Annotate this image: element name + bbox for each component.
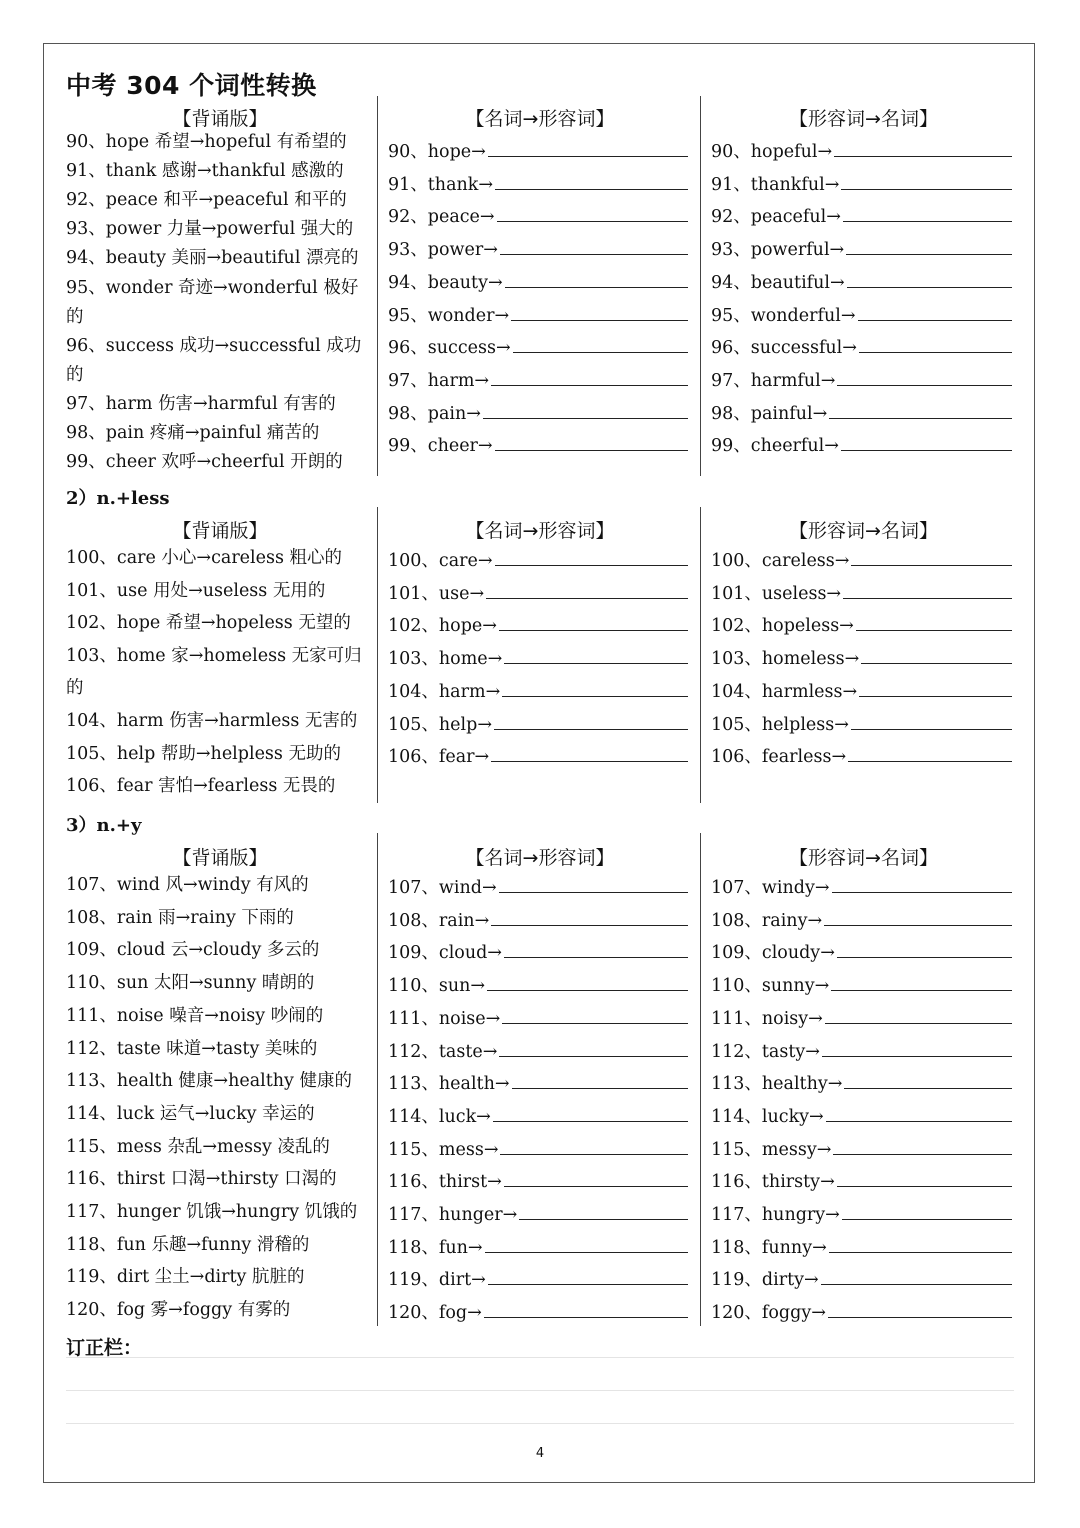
exercise-row	[388, 910, 688, 931]
exercise-prompt: 110、sun→	[388, 976, 486, 997]
exercise-prompt: 115、mess→	[388, 1139, 499, 1160]
exercise-prompt: 107、wind→	[388, 878, 497, 898]
answer-blank[interactable]	[837, 942, 1012, 958]
answer-blank[interactable]	[488, 1269, 688, 1285]
answer-blank[interactable]	[841, 435, 1012, 451]
column-divider	[377, 96, 378, 476]
answer-blank[interactable]	[847, 272, 1012, 288]
correction-label: 订正栏：	[66, 1337, 143, 1359]
exercise-row	[711, 206, 1012, 227]
exercise-row	[388, 1041, 688, 1062]
exercise-prompt: 102、hope→	[388, 616, 497, 637]
memorize-line: 117、hunger 饥饿→hungry 饥饿的	[66, 1202, 358, 1222]
exercise-row	[388, 1106, 688, 1127]
exercise-prompt: 116、thirsty→	[711, 1172, 835, 1193]
memorize-line: 的	[66, 678, 84, 699]
answer-blank[interactable]	[831, 975, 1012, 991]
page-number: 4	[535, 1446, 545, 1461]
memorize-line: 120、fog 雾→foggy 有雾的	[66, 1300, 291, 1321]
answer-blank[interactable]	[841, 174, 1012, 190]
exercise-row	[711, 1171, 1012, 1192]
memorize-line: 116、thirst 口渴→thirsty 口渴的	[66, 1169, 337, 1190]
answer-blank[interactable]	[499, 1041, 688, 1057]
exercise-prompt: 101、use→	[388, 583, 485, 604]
exercise-row	[388, 1171, 688, 1192]
answer-blank[interactable]	[491, 910, 688, 926]
exercise-row	[388, 877, 688, 898]
exercise-prompt: 111、noise→	[388, 1008, 501, 1029]
exercise-prompt: 94、beauty→	[388, 272, 503, 293]
answer-blank[interactable]	[828, 1302, 1012, 1318]
correction-line	[66, 1357, 1014, 1358]
exercise-row	[388, 681, 688, 702]
memorize-line: 113、health 健康→healthy 健康的	[66, 1071, 352, 1092]
answer-blank[interactable]	[837, 370, 1012, 386]
answer-blank[interactable]	[822, 1041, 1012, 1057]
exercise-prompt: 94、beautiful→	[711, 272, 845, 293]
exercise-row	[711, 272, 1012, 293]
memorize-line: 108、rain 雨→rainy 下雨的	[66, 907, 294, 928]
exercise-prompt: 106、fear→	[388, 747, 490, 768]
exercise-row	[711, 239, 1012, 260]
exercise-row	[711, 174, 1012, 195]
answer-blank[interactable]	[486, 583, 688, 599]
exercise-row	[711, 648, 1012, 669]
memorize-line: 96、success 成功→successful 成功	[66, 335, 362, 356]
memorize-line: 92、peace 和平→peaceful 和平的	[66, 190, 347, 211]
answer-blank[interactable]	[859, 681, 1012, 697]
adj-to-noun-header: 【形容词→名词】	[789, 108, 938, 130]
exercise-prompt: 108、rain→	[388, 910, 490, 931]
exercise-row	[711, 403, 1012, 424]
memorize-line: 95、wonder 奇迹→wonderful 极好	[66, 277, 359, 298]
memorize-line: 107、wind 风→windy 有风的	[66, 875, 309, 895]
exercise-prompt: 115、messy→	[711, 1139, 832, 1160]
memorize-line: 98、pain 疼痛→painful 痛苦的	[66, 423, 320, 443]
exercise-row	[711, 681, 1012, 702]
exercise-row	[711, 435, 1012, 456]
exercise-row	[388, 272, 688, 293]
answer-blank[interactable]	[488, 141, 688, 157]
exercise-prompt: 97、harmful→	[711, 370, 836, 391]
memorize-line: 94、beauty 美丽→beautiful 漂亮的	[66, 248, 359, 269]
exercise-prompt: 116、thirst→	[388, 1172, 502, 1193]
answer-blank[interactable]	[491, 746, 688, 762]
exercise-row	[711, 714, 1012, 735]
exercise-prompt: 119、dirt→	[388, 1270, 486, 1291]
exercise-row	[711, 975, 1012, 996]
exercise-row	[388, 1073, 688, 1094]
answer-blank[interactable]	[842, 1204, 1012, 1220]
answer-blank[interactable]	[513, 337, 688, 353]
memorize-line: 105、help 帮助→helpless 无助的	[66, 743, 341, 764]
memorize-line: 的	[66, 364, 84, 385]
answer-blank[interactable]	[834, 141, 1012, 157]
exercise-prompt: 112、tasty→	[711, 1041, 820, 1062]
exercise-row	[388, 337, 688, 358]
exercise-row	[388, 648, 688, 669]
exercise-row	[711, 615, 1012, 636]
noun-to-adj-header: 【名词→形容词】	[465, 520, 615, 542]
answer-blank[interactable]	[499, 877, 688, 893]
exercise-row	[388, 141, 688, 162]
answer-blank[interactable]	[843, 206, 1012, 222]
memorize-line: 115、mess 杂乱→messy 凌乱的	[66, 1136, 330, 1157]
memorize-line: 93、power 力量→powerful 强大的	[66, 219, 354, 240]
exercise-prompt: 95、wonder→	[388, 305, 510, 326]
memorize-line: 106、fear 害怕→fearless 无畏的	[66, 776, 336, 797]
memorize-line: 的	[66, 306, 84, 327]
exercise-prompt: 114、luck→	[388, 1106, 491, 1127]
answer-blank[interactable]	[487, 975, 688, 991]
exercise-prompt: 90、hopeful→	[711, 142, 833, 162]
answer-blank[interactable]	[502, 1008, 688, 1024]
exercise-prompt: 113、health→	[388, 1074, 510, 1095]
memorize-line: 104、harm 伤害→harmless 无害的	[66, 711, 358, 731]
answer-blank[interactable]	[829, 1237, 1012, 1253]
memorize-line: 102、hope 希望→hopeless 无望的	[66, 613, 351, 634]
exercise-row	[711, 305, 1012, 326]
memorize-header: 【背诵版】	[172, 520, 268, 542]
memorize-line: 90、hope 希望→hopeful 有希望的	[66, 132, 347, 152]
exercise-prompt: 99、cheer→	[388, 436, 493, 457]
memorize-line: 118、fun 乐趣→funny 滑稽的	[66, 1234, 310, 1255]
answer-blank[interactable]	[824, 910, 1012, 926]
answer-blank[interactable]	[519, 1204, 688, 1220]
noun-to-adj-header: 【名词→形容词】	[465, 847, 615, 869]
exercise-row	[388, 1302, 688, 1323]
exercise-prompt: 90、hope→	[388, 142, 486, 162]
memorize-line: 112、taste 味道→tasty 美味的	[66, 1038, 318, 1059]
memorize-line: 111、noise 噪音→noisy 吵闹的	[66, 1005, 324, 1026]
exercise-prompt: 118、funny→	[711, 1237, 827, 1258]
exercise-row	[711, 942, 1012, 963]
answer-blank[interactable]	[493, 1106, 688, 1122]
answer-blank[interactable]	[494, 714, 688, 730]
adj-to-noun-header: 【形容词→名词】	[789, 847, 938, 869]
exercise-row	[388, 1139, 688, 1160]
answer-blank[interactable]	[495, 435, 688, 451]
exercise-row	[388, 1008, 688, 1029]
exercise-prompt: 96、successful→	[711, 338, 857, 359]
exercise-row	[388, 370, 688, 391]
exercise-row	[711, 746, 1012, 767]
answer-blank[interactable]	[837, 1171, 1012, 1187]
memorize-line: 97、harm 伤害→harmful 有害的	[66, 393, 336, 414]
exercise-prompt: 113、healthy→	[711, 1074, 843, 1095]
column-divider	[377, 507, 378, 803]
exercise-prompt: 95、wonderful→	[711, 305, 856, 326]
exercise-prompt: 109、cloud→	[388, 943, 502, 964]
answer-blank[interactable]	[844, 1073, 1012, 1089]
answer-blank[interactable]	[843, 583, 1012, 599]
exercise-prompt: 114、lucky→	[711, 1106, 824, 1127]
answer-blank[interactable]	[495, 174, 688, 190]
exercise-row	[388, 174, 688, 195]
column-divider	[700, 507, 701, 803]
exercise-prompt: 104、harm→	[388, 681, 501, 702]
memorize-line: 114、luck 运气→lucky 幸运的	[66, 1103, 315, 1124]
exercise-row	[388, 239, 688, 260]
exercise-row	[388, 435, 688, 456]
answer-blank[interactable]	[848, 746, 1012, 762]
exercise-row	[711, 1041, 1012, 1062]
exercise-prompt: 103、home→	[388, 649, 503, 670]
answer-blank[interactable]	[851, 550, 1012, 566]
memorize-line: 110、sun 太阳→sunny 晴朗的	[66, 973, 315, 994]
exercise-prompt: 100、careless→	[711, 551, 850, 571]
exercise-prompt: 117、hungry→	[711, 1205, 840, 1225]
answer-blank[interactable]	[851, 714, 1012, 730]
exercise-row	[388, 206, 688, 227]
exercise-prompt: 97、harm→	[388, 370, 490, 391]
section-subhead: 3）n.+y	[66, 815, 142, 836]
exercise-prompt: 93、power→	[388, 240, 498, 261]
answer-blank[interactable]	[859, 337, 1012, 353]
answer-blank[interactable]	[826, 1106, 1012, 1122]
answer-blank[interactable]	[833, 1139, 1012, 1155]
exercise-prompt: 92、peace→	[388, 207, 495, 228]
answer-blank[interactable]	[512, 1073, 688, 1089]
exercise-prompt: 106、fearless→	[711, 747, 847, 768]
exercise-prompt: 107、windy→	[711, 878, 830, 898]
exercise-prompt: 119、dirty→	[711, 1270, 819, 1291]
exercise-row	[388, 975, 688, 996]
exercise-prompt: 92、peaceful→	[711, 207, 841, 228]
answer-blank[interactable]	[505, 272, 688, 288]
answer-blank[interactable]	[502, 681, 688, 697]
exercise-prompt: 91、thankful→	[711, 174, 840, 195]
answer-blank[interactable]	[821, 1269, 1012, 1285]
answer-blank[interactable]	[497, 206, 688, 222]
exercise-prompt: 117、hunger→	[388, 1205, 518, 1225]
column-divider	[377, 833, 378, 1326]
exercise-row	[711, 1106, 1012, 1127]
exercise-prompt: 112、taste→	[388, 1041, 498, 1062]
exercise-row	[711, 1008, 1012, 1029]
exercise-prompt: 99、cheerful→	[711, 436, 839, 457]
exercise-prompt: 120、fog→	[388, 1303, 482, 1324]
exercise-prompt: 104、harmless→	[711, 681, 858, 702]
exercise-prompt: 108、rainy→	[711, 910, 823, 931]
answer-blank[interactable]	[504, 648, 688, 664]
exercise-row	[388, 550, 688, 571]
answer-blank[interactable]	[504, 942, 688, 958]
exercise-row	[388, 615, 688, 636]
exercise-row	[711, 370, 1012, 391]
exercise-row	[711, 1204, 1012, 1225]
exercise-row	[388, 403, 688, 424]
exercise-row	[388, 1204, 688, 1225]
section-subhead: 2）n.+less	[66, 488, 170, 509]
column-divider	[700, 833, 701, 1326]
answer-blank[interactable]	[832, 877, 1012, 893]
answer-blank[interactable]	[504, 1171, 688, 1187]
exercise-row	[711, 1269, 1012, 1290]
memorize-line: 109、cloud 云→cloudy 多云的	[66, 940, 320, 961]
answer-blank[interactable]	[856, 615, 1012, 631]
exercise-row	[711, 910, 1012, 931]
correction-line	[66, 1423, 1014, 1424]
exercise-prompt: 96、success→	[388, 338, 511, 359]
correction-line	[66, 1390, 1014, 1391]
exercise-row	[388, 714, 688, 735]
answer-blank[interactable]	[483, 403, 688, 419]
exercise-prompt: 98、painful→	[711, 403, 828, 424]
memorize-line: 119、dirt 尘土→dirty 肮脏的	[66, 1267, 305, 1288]
answer-blank[interactable]	[500, 1139, 688, 1155]
answer-blank[interactable]	[511, 305, 688, 321]
exercise-row	[711, 877, 1012, 898]
exercise-row	[388, 583, 688, 604]
exercise-prompt: 110、sunny→	[711, 976, 830, 997]
memorize-line: 103、home 家→homeless 无家可归	[66, 645, 362, 666]
exercise-row	[711, 141, 1012, 162]
memorize-header: 【背诵版】	[172, 108, 268, 130]
answer-blank[interactable]	[485, 1237, 688, 1253]
answer-blank[interactable]	[829, 403, 1012, 419]
page-title: 中考 304 个词性转换	[66, 71, 317, 100]
exercise-prompt: 109、cloudy→	[711, 943, 835, 964]
exercise-row	[711, 583, 1012, 604]
exercise-prompt: 100、care→	[388, 551, 493, 571]
answer-blank[interactable]	[491, 370, 688, 386]
exercise-prompt: 105、help→	[388, 714, 492, 735]
exercise-row	[388, 305, 688, 326]
adj-to-noun-header: 【形容词→名词】	[789, 520, 938, 542]
exercise-row	[711, 1139, 1012, 1160]
answer-blank[interactable]	[858, 305, 1012, 321]
exercise-prompt: 93、powerful→	[711, 240, 845, 261]
exercise-prompt: 105、helpless→	[711, 714, 849, 735]
exercise-row	[711, 1237, 1012, 1258]
memorize-line: 91、thank 感谢→thankful 感激的	[66, 161, 344, 182]
memorize-line: 99、cheer 欢呼→cheerful 开朗的	[66, 452, 343, 473]
exercise-row	[388, 1237, 688, 1258]
memorize-line: 100、care 小心→careless 粗心的	[66, 548, 343, 568]
answer-blank[interactable]	[500, 239, 688, 255]
memorize-line: 101、use 用处→useless 无用的	[66, 580, 326, 601]
exercise-prompt: 102、hopeless→	[711, 616, 854, 637]
answer-blank[interactable]	[825, 1008, 1012, 1024]
answer-blank[interactable]	[484, 1302, 688, 1318]
column-divider	[700, 96, 701, 476]
exercise-prompt: 101、useless→	[711, 583, 842, 604]
exercise-prompt: 98、pain→	[388, 403, 481, 424]
memorize-header: 【背诵版】	[172, 847, 268, 869]
exercise-row	[711, 1302, 1012, 1323]
exercise-prompt: 118、fun→	[388, 1237, 483, 1258]
exercise-prompt: 120、foggy→	[711, 1303, 826, 1324]
noun-to-adj-header: 【名词→形容词】	[465, 108, 615, 130]
exercise-row	[388, 942, 688, 963]
answer-blank[interactable]	[861, 648, 1012, 664]
exercise-row	[388, 746, 688, 767]
answer-blank[interactable]	[495, 550, 688, 566]
exercise-row	[711, 337, 1012, 358]
exercise-row	[388, 1269, 688, 1290]
exercise-prompt: 103、homeless→	[711, 649, 860, 670]
answer-blank[interactable]	[499, 615, 688, 631]
exercise-row	[711, 1073, 1012, 1094]
exercise-row	[711, 550, 1012, 571]
answer-blank[interactable]	[846, 239, 1012, 255]
exercise-prompt: 111、noisy→	[711, 1008, 823, 1029]
exercise-prompt: 91、thank→	[388, 174, 494, 195]
